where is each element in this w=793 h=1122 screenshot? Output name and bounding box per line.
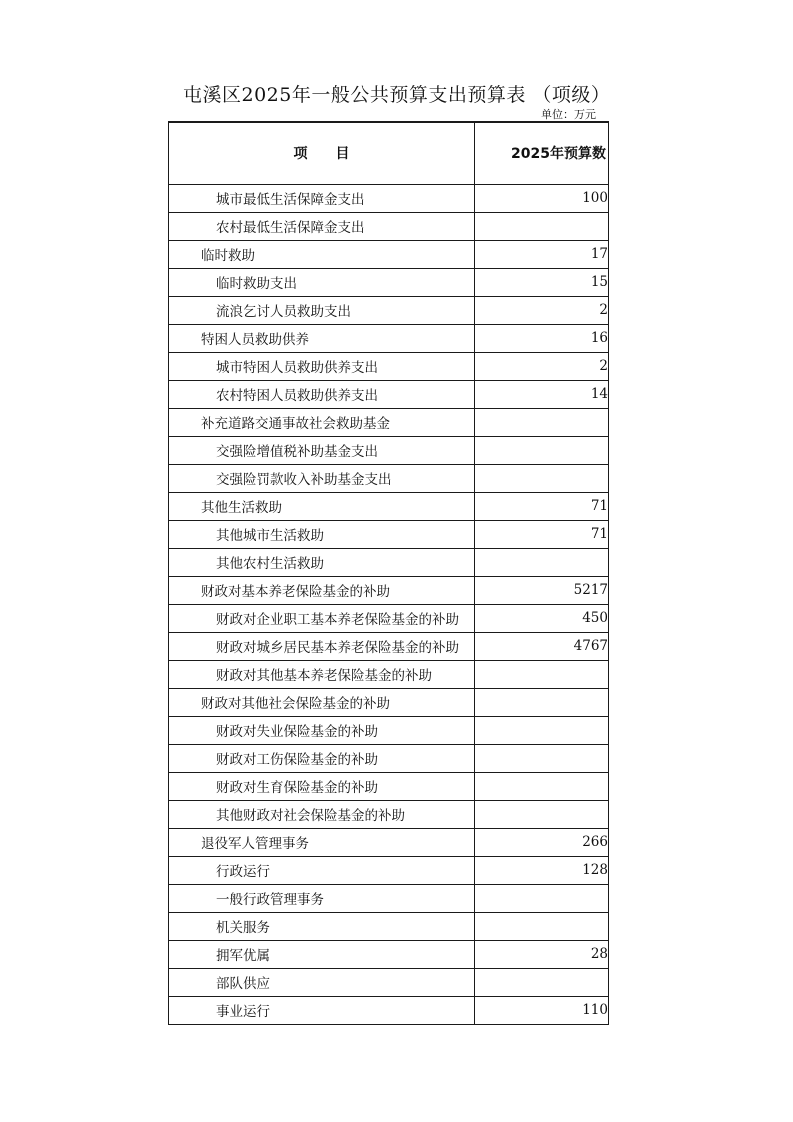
row-budget-value: 17 bbox=[475, 240, 609, 268]
table-row bbox=[169, 968, 609, 996]
budget-table bbox=[168, 121, 609, 1025]
table-row bbox=[169, 408, 609, 436]
row-budget-value: 2 bbox=[475, 352, 609, 380]
table-row bbox=[169, 912, 609, 940]
row-item-name: 行政运行 bbox=[169, 856, 475, 884]
row-budget-value: 128 bbox=[475, 856, 609, 884]
row-item-name: 部队供应 bbox=[169, 968, 475, 996]
row-item-name: 其他城市生活救助 bbox=[169, 520, 475, 548]
row-item-name: 农村最低生活保障金支出 bbox=[169, 212, 475, 240]
row-item-name: 财政对失业保险基金的补助 bbox=[169, 716, 475, 744]
row-budget-value bbox=[475, 884, 609, 912]
row-budget-value: 14 bbox=[475, 380, 609, 408]
row-budget-value bbox=[475, 912, 609, 940]
row-item-name: 特困人员救助供养 bbox=[169, 324, 475, 352]
row-budget-value bbox=[475, 660, 609, 688]
row-item-name: 其他农村生活救助 bbox=[169, 548, 475, 576]
row-item-name: 财政对企业职工基本养老保险基金的补助 bbox=[169, 604, 475, 632]
table-row bbox=[169, 632, 609, 660]
page-title: 屯溪区2025年一般公共预算支出预算表 （项级） bbox=[183, 84, 611, 106]
table-body bbox=[169, 184, 609, 1024]
table-row bbox=[169, 436, 609, 464]
table-row bbox=[169, 380, 609, 408]
column-header-item: 项 目 bbox=[169, 122, 475, 184]
row-budget-value bbox=[475, 744, 609, 772]
row-budget-value: 71 bbox=[475, 520, 609, 548]
table-row bbox=[169, 324, 609, 352]
table-row bbox=[169, 520, 609, 548]
row-budget-value bbox=[475, 968, 609, 996]
table-row bbox=[169, 996, 609, 1024]
row-budget-value: 15 bbox=[475, 268, 609, 296]
row-budget-value bbox=[475, 408, 609, 436]
row-item-name: 财政对生育保险基金的补助 bbox=[169, 772, 475, 800]
row-budget-value: 266 bbox=[475, 828, 609, 856]
row-item-name: 农村特困人员救助供养支出 bbox=[169, 380, 475, 408]
row-budget-value: 2 bbox=[475, 296, 609, 324]
table-row bbox=[169, 884, 609, 912]
table-row bbox=[169, 716, 609, 744]
row-item-name: 交强险罚款收入补助基金支出 bbox=[169, 464, 475, 492]
row-budget-value bbox=[475, 716, 609, 744]
row-item-name: 拥军优属 bbox=[169, 940, 475, 968]
row-item-name: 一般行政管理事务 bbox=[169, 884, 475, 912]
row-item-name: 财政对基本养老保险基金的补助 bbox=[169, 576, 475, 604]
row-budget-value bbox=[475, 436, 609, 464]
row-budget-value: 110 bbox=[475, 996, 609, 1024]
row-item-name: 事业运行 bbox=[169, 996, 475, 1024]
row-item-name: 其他财政对社会保险基金的补助 bbox=[169, 800, 475, 828]
row-item-name: 机关服务 bbox=[169, 912, 475, 940]
row-budget-value: 5217 bbox=[475, 576, 609, 604]
row-item-name: 财政对其他社会保险基金的补助 bbox=[169, 688, 475, 716]
row-item-name: 临时救助支出 bbox=[169, 268, 475, 296]
column-header-budget: 2025年预算数 bbox=[475, 122, 609, 184]
row-budget-value bbox=[475, 800, 609, 828]
table-row bbox=[169, 212, 609, 240]
row-item-name: 流浪乞讨人员救助支出 bbox=[169, 296, 475, 324]
row-budget-value bbox=[475, 772, 609, 800]
table-row bbox=[169, 576, 609, 604]
row-budget-value bbox=[475, 464, 609, 492]
table-row bbox=[169, 688, 609, 716]
table-row bbox=[169, 352, 609, 380]
row-item-name: 补充道路交通事故社会救助基金 bbox=[169, 408, 475, 436]
row-budget-value bbox=[475, 548, 609, 576]
row-budget-value: 4767 bbox=[475, 632, 609, 660]
row-budget-value: 28 bbox=[475, 940, 609, 968]
row-item-name: 财政对城乡居民基本养老保险基金的补助 bbox=[169, 632, 475, 660]
row-budget-value bbox=[475, 688, 609, 716]
table-row bbox=[169, 744, 609, 772]
table-row bbox=[169, 268, 609, 296]
table-row bbox=[169, 660, 609, 688]
row-item-name: 临时救助 bbox=[169, 240, 475, 268]
table-row bbox=[169, 604, 609, 632]
table-row bbox=[169, 800, 609, 828]
row-budget-value: 100 bbox=[475, 184, 609, 212]
table-row bbox=[169, 828, 609, 856]
row-item-name: 交强险增值税补助基金支出 bbox=[169, 436, 475, 464]
table-row bbox=[169, 856, 609, 884]
table-row bbox=[169, 772, 609, 800]
unit-label: 单位：万元 bbox=[541, 108, 596, 121]
table-row bbox=[169, 548, 609, 576]
table-row bbox=[169, 464, 609, 492]
row-item-name: 城市特困人员救助供养支出 bbox=[169, 352, 475, 380]
table-row bbox=[169, 940, 609, 968]
row-budget-value bbox=[475, 212, 609, 240]
row-item-name: 城市最低生活保障金支出 bbox=[169, 184, 475, 212]
table-row bbox=[169, 184, 609, 212]
row-budget-value: 71 bbox=[475, 492, 609, 520]
row-item-name: 财政对其他基本养老保险基金的补助 bbox=[169, 660, 475, 688]
table-header-row bbox=[169, 122, 609, 184]
row-item-name: 其他生活救助 bbox=[169, 492, 475, 520]
table-row bbox=[169, 492, 609, 520]
table-row bbox=[169, 240, 609, 268]
table-row bbox=[169, 296, 609, 324]
row-budget-value: 16 bbox=[475, 324, 609, 352]
row-budget-value: 450 bbox=[475, 604, 609, 632]
row-item-name: 退役军人管理事务 bbox=[169, 828, 475, 856]
row-item-name: 财政对工伤保险基金的补助 bbox=[169, 744, 475, 772]
